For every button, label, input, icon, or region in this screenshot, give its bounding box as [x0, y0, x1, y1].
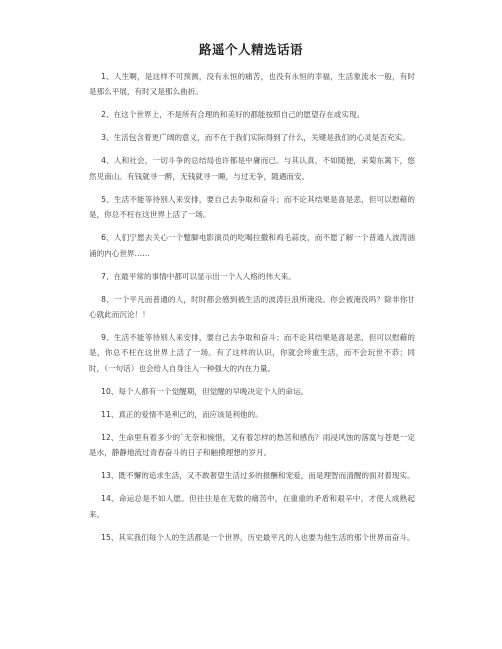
quote-paragraph-3: 3、生活包含着更广阔的意义，而不在于我们实际得到了什么，关键是我们的心灵是否充实。	[101, 133, 410, 143]
quote-paragraph-10: 10、每个人都有一个觉醒期，但觉醒的早晚决定个人的命运。	[101, 386, 309, 396]
quote-paragraph-2: 2、在这个世界上，不是所有合理的和美好的都能按照自己的愿望存在或实现。	[101, 110, 365, 120]
quote-paragraph-1: 1、人生啊，是这样不可预测，没有永恒的痛苦，也没有永恒的幸福，生活象流水一般，有时是那么平展，有时又是那么曲折。	[89, 72, 415, 97]
quote-paragraph-4: 4、人和社会，一切斗争的总结局也许都是中庸而已。与其认真，不如随便，采菊东篱下，悠然见南山。有钱就寻一醉，无钱就寻一睡，与过无争，随遇而安。	[89, 156, 415, 181]
quote-paragraph-13: 13、既不懈的追求生活，又不敢奢望生活过多的报酬和宠爱，而是理智而清醒的面对着现实。	[101, 471, 415, 481]
quote-paragraph-8: 8、一个平凡而普通的人，时时都会感到被生活的波涛巨浪所淹没。你会被淹没吗？除非你甘心就此而沉沦！！	[89, 294, 415, 320]
quote-paragraph-15: 15、其实我们每个人的生活都是一个世界，历史最平凡的人也要为他生活的那个世界而奋斗。	[101, 532, 415, 542]
quote-paragraph-5: 5、生活不能等待别人来安排，要自己去争取和奋斗；而不论其结果是喜是悲，但可以慰藉的是，你总不枉在这世界上活了一场。	[89, 194, 415, 220]
quote-paragraph-12: 12、生命里有着多少的`无奈和惋惜，又有着怎样的愁苦和感伤？雨浸风蚀的落寞与苍楚一定是水，静静地流过青春奋斗的日子和触摸理想的岁月。	[89, 432, 415, 458]
document-body	[89, 69, 415, 553]
quote-paragraph-11: 11、真正的爱情不是利己的，而应该是利他的。	[101, 409, 263, 419]
quote-paragraph-7: 7、在最平常的事情中都可以显示出一个人人格的伟大来。	[101, 271, 296, 281]
document-title: 路遥个人精选话语	[198, 42, 303, 57]
quote-paragraph-6: 6、人们宁愿去关心一个蹩脚电影演员的吃喝拉撒和鸡毛蒜皮，而不愿了解一个普通人波涛汹涌的内心世界……	[89, 233, 415, 258]
quote-paragraph-9: 9、生活不能等待别人来安排，要自己去争取和奋斗；而不论其结果是喜是悲，但可以慰藉的是，你总不枉在这世界上活了一场。有了这样的认识，你就会珍重生活，而不会玩世不恭；同时，（一句话）也会给人自身注入一种强大的内在力量。	[89, 333, 415, 373]
quote-paragraph-14: 14、命运总是不如人愿。但往往是在无数的痛苦中，在重重的矛盾和艰辛中，才使人成熟起来。	[89, 494, 415, 519]
